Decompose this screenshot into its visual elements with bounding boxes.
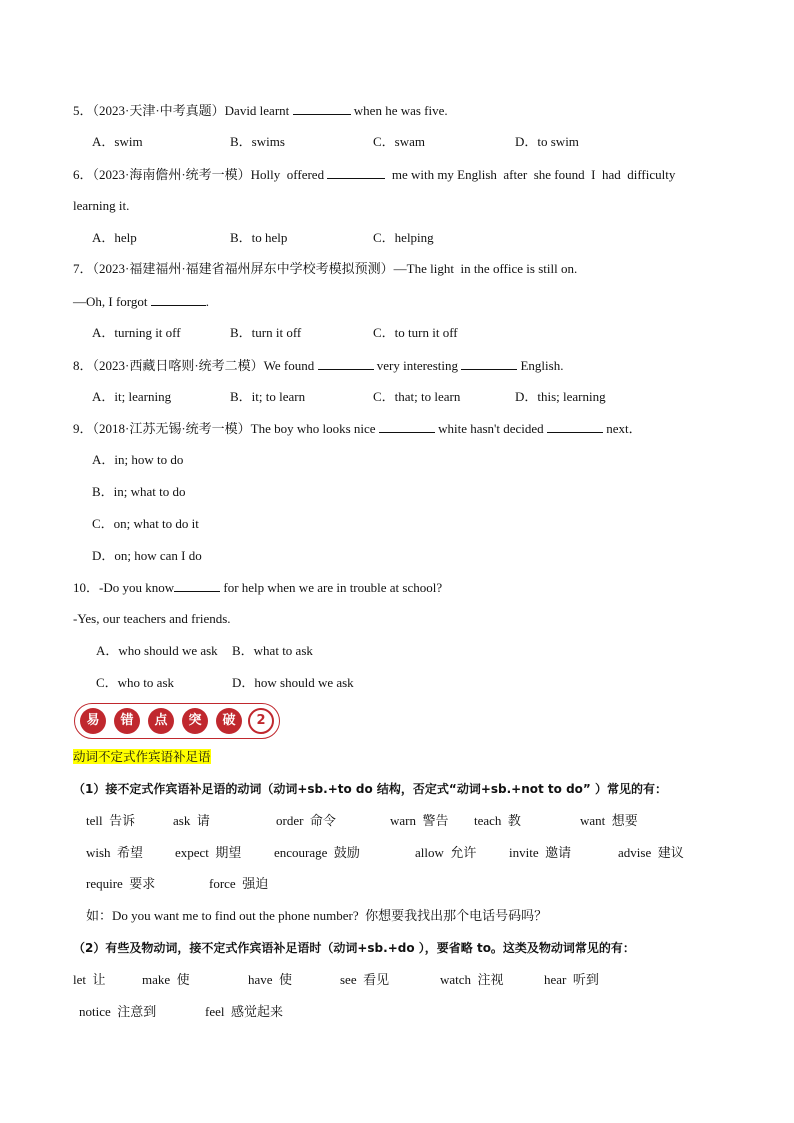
question-9-option-a: A．in; how to do — [92, 452, 184, 467]
question-10-answer-line: -Yes, our teachers and friends. — [73, 611, 231, 626]
question-9-stem: 9．（2018·江苏无锡·统考一模）The boy who looks nice white hasn't decided next． — [73, 421, 642, 436]
question-10-stem: 10．-Do you know for help when we are in trouble at school? — [73, 580, 443, 595]
verb-item: make 使 — [142, 972, 190, 987]
rule-1-text: （1）接不定式作宾语补足语的动词（动词+sb.+to do 结构，否定式“动词+sb.+not to do” ）常见的有： — [73, 782, 667, 796]
banner-number: 2 — [248, 708, 274, 734]
question-5-option-c: C．swam — [373, 134, 426, 149]
question-8-option-d: D．this; learning — [515, 389, 606, 404]
question-9-option-b: B．in; what to do — [92, 484, 186, 499]
question-10-option-d: D．how should we ask — [232, 675, 354, 690]
verb-item: allow 允许 — [415, 845, 477, 860]
question-6-option-b: B．to help — [230, 230, 288, 245]
verb-item: ask 请 — [173, 813, 210, 828]
banner-char: 破 — [216, 708, 242, 734]
question-5-option-b: B．swims — [230, 134, 285, 149]
question-6-stem-cont: learning it. — [73, 198, 130, 213]
verb-item: notice 注意到 — [79, 1004, 157, 1019]
answer-blank — [151, 293, 206, 306]
banner-char: 突 — [182, 708, 208, 734]
question-7-stem: 7．（2023·福建福州·福建省福州屏东中学校考模拟预测）—The light in the office is still on. — [73, 261, 578, 276]
section-banner — [74, 703, 280, 739]
question-7-reply: —Oh, I forgot . — [73, 294, 210, 309]
question-7-option-c: C．to turn it off — [373, 325, 458, 340]
verb-item: watch 注视 — [440, 972, 504, 987]
answer-blank — [327, 166, 385, 179]
verb-item: advise 建议 — [618, 845, 684, 860]
question-9-option-d: D．on; how can I do — [92, 548, 202, 563]
verb-item: invite 邀请 — [509, 845, 572, 860]
question-10-option-c: C．who to ask — [96, 675, 175, 690]
question-8-option-c: C．that; to learn — [373, 389, 461, 404]
banner-char: 错 — [114, 708, 140, 734]
verb-item: wish 希望 — [86, 845, 144, 860]
verb-item: feel 感觉起来 — [205, 1004, 283, 1019]
rule-1-example: 如：Do you want me to find out the phone number? 你想要我找出那个电话号码吗？ — [86, 908, 548, 923]
question-8-option-b: B．it; to learn — [230, 389, 306, 404]
verb-item: let 让 — [73, 972, 106, 987]
answer-blank — [461, 357, 517, 370]
answer-blank — [318, 357, 374, 370]
question-8-option-a: A．it; learning — [92, 389, 172, 404]
question-10-option-a: A．who should we ask — [96, 643, 218, 658]
question-6-stem: 6．（2023·海南儋州·统考一模）Holly offered me with my English after she found I had difficulty — [73, 167, 676, 182]
rule-2-text: （2）有些及物动词，接不定式作宾语补足语时（动词+sb.+do ），要省略 to。这类及物动词常见的有： — [73, 941, 635, 955]
verb-item: see 看见 — [340, 972, 390, 987]
verb-item: force 强迫 — [209, 876, 269, 891]
verb-item: warn 警告 — [390, 813, 449, 828]
answer-blank — [293, 102, 351, 115]
verb-item: encourage 鼓励 — [274, 845, 360, 860]
question-5-stem: 5．（2023·天津·中考真题）David learnt when he was five. — [73, 103, 448, 118]
question-5-option-a: A．swim — [92, 134, 143, 149]
verb-item: teach 教 — [474, 813, 521, 828]
verb-item: hear 听到 — [544, 972, 599, 987]
question-7-option-b: B．turn it off — [230, 325, 302, 340]
question-7-option-a: A．turning it off — [92, 325, 181, 340]
answer-blank — [379, 420, 435, 433]
answer-blank — [547, 420, 603, 433]
question-6-option-a: A．help — [92, 230, 137, 245]
verb-item: want 想要 — [580, 813, 638, 828]
question-8-stem: 8．（2023·西藏日喀则·统考二模）We found very interesting English. — [73, 358, 564, 373]
question-5-option-d: D．to swim — [515, 134, 579, 149]
banner-char: 点 — [148, 708, 174, 734]
verb-item: order 命令 — [276, 813, 336, 828]
banner-char: 易 — [80, 708, 106, 734]
section-title: 动词不定式作宾语补足语 — [73, 749, 211, 764]
answer-blank — [174, 579, 220, 592]
question-9-option-c: C．on; what to do it — [92, 516, 199, 531]
verb-item: tell 告诉 — [86, 813, 136, 828]
verb-item: have 使 — [248, 972, 293, 987]
verb-item: expect 期望 — [175, 845, 242, 860]
verb-item: require 要求 — [86, 876, 156, 891]
question-6-option-c: C．helping — [373, 230, 434, 245]
question-10-option-b: B．what to ask — [232, 643, 313, 658]
